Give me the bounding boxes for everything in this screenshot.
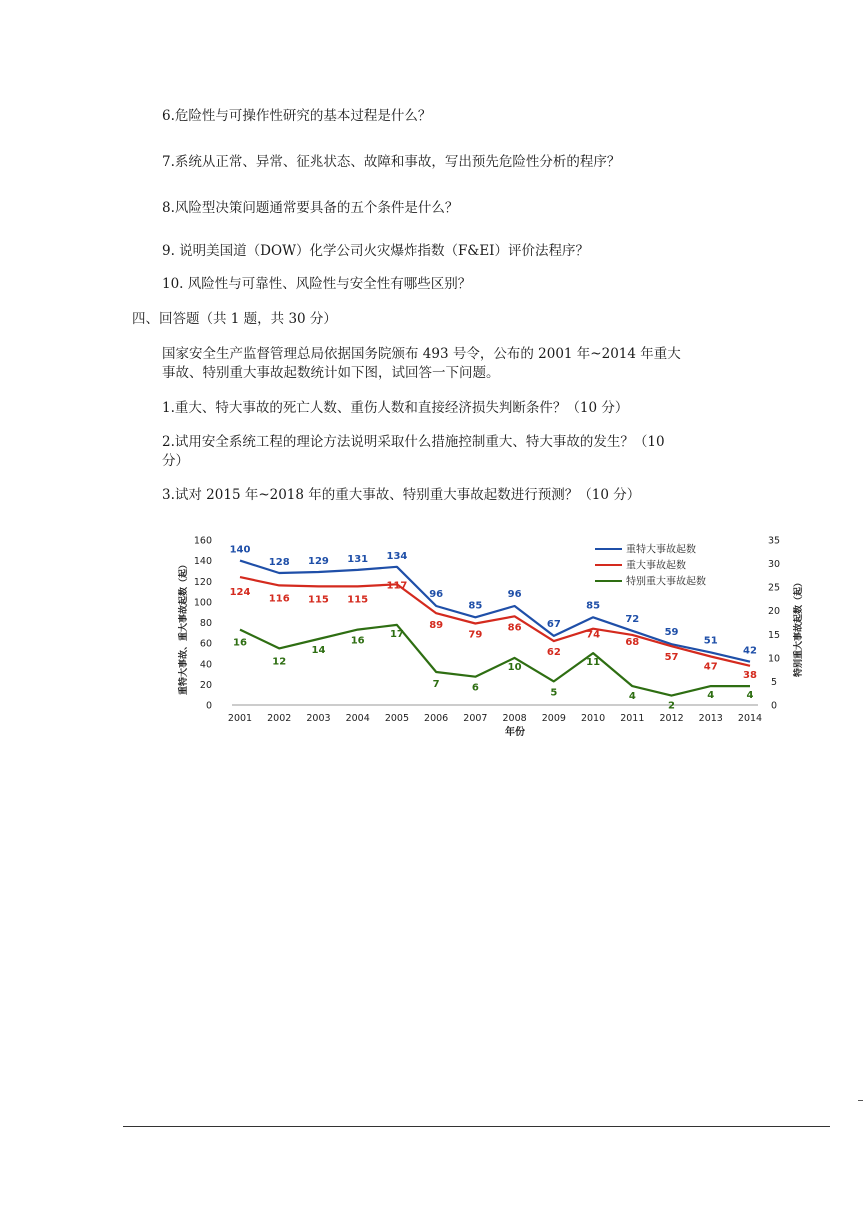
- y-right-tick-label: 30: [767, 559, 781, 571]
- y-left-tick-label: 80: [199, 618, 212, 629]
- y-right-tick-label: 0: [770, 700, 778, 712]
- x-tick-label: 2006: [424, 713, 449, 724]
- data-label-series-2: 124: [229, 587, 251, 599]
- data-label-series-1: 134: [386, 550, 408, 562]
- x-axis-title: 年份: [505, 727, 525, 738]
- x-tick-label: 2003: [306, 713, 331, 724]
- data-label-series-3: 10: [507, 661, 522, 673]
- y-left-tick-label: 100: [193, 597, 212, 609]
- section-intro-line-1: 国家安全生产监督管理总局依据国务院颁布 493 号令，公布的 2001 年~2014 年重大: [162, 346, 681, 362]
- data-label-series-2: 79: [468, 629, 483, 641]
- data-label-series-3: 7: [432, 679, 440, 690]
- y-left-tick-label: 0: [205, 700, 212, 712]
- legend-label-3: 特别重大事故起数: [626, 576, 706, 588]
- question-7: 7.系统从正常、异常、征兆状态、故障和事故，写出预先危险性分析的程序？: [162, 154, 621, 170]
- y-right-tick-label: 20: [767, 606, 781, 618]
- x-tick-label: 2008: [502, 713, 527, 724]
- question-8: 8.风险型决策问题通常要具备的五个条件是什么？: [162, 200, 459, 216]
- data-label-series-1: 85: [586, 600, 601, 612]
- x-tick-label: 2001: [227, 713, 253, 724]
- data-label-series-1: 96: [429, 589, 444, 600]
- x-tick-label: 2010: [580, 713, 606, 724]
- data-label-series-1: 128: [268, 557, 290, 568]
- y-right-tick-label: 35: [767, 535, 781, 547]
- data-label-series-1: 67: [546, 618, 561, 630]
- data-label-series-3: 2: [668, 700, 676, 712]
- data-label-series-3: 6: [471, 682, 479, 694]
- data-label-series-2: 62: [546, 647, 561, 659]
- x-tick-label: 2005: [384, 713, 410, 724]
- data-label-series-3: 17: [389, 628, 404, 640]
- data-label-series-2: 89: [429, 620, 444, 632]
- section-intro-line-2: 事故、特别重大事故起数统计如下图，试回答一下问题。: [162, 365, 500, 381]
- y-left-tick-label: 160: [193, 535, 212, 547]
- accident-count-chart: [170, 530, 820, 745]
- x-tick-label: 2013: [698, 713, 723, 724]
- x-tick-label: 2011: [620, 713, 645, 724]
- data-label-series-2: 117: [386, 580, 408, 592]
- x-tick-label: 2002: [267, 713, 292, 724]
- footer-rule: [123, 1126, 830, 1127]
- question-9: 9. 说明美国道（DOW）化学公司火灾爆炸指数（F&EI）评价法程序？: [162, 243, 590, 259]
- data-label-series-2: 115: [347, 594, 369, 606]
- y-right-tick-label: 10: [767, 653, 781, 665]
- legend-label-2: 重大事故起数: [626, 560, 686, 572]
- y-left-tick-label: 40: [199, 659, 212, 671]
- data-label-series-2: 115: [308, 594, 329, 606]
- x-tick-label: 2014: [737, 713, 763, 724]
- y-left-tick-label: 20: [199, 679, 212, 691]
- data-label-series-1: 129: [308, 555, 329, 567]
- sub-question-1: 1.重大、特大事故的死亡人数、重伤人数和直接经济损失判断条件？（10 分）: [162, 400, 629, 416]
- sub-question-3: 3.试对 2015 年~2018 年的重大事故、特别重大事故起数进行预测？（10 分）: [162, 487, 641, 503]
- data-label-series-2: 116: [268, 593, 290, 605]
- data-label-series-2: 47: [703, 661, 718, 673]
- y-right-tick-label: 5: [770, 676, 778, 688]
- data-label-series-1: 42: [743, 645, 757, 657]
- x-tick-label: 2004: [345, 713, 370, 724]
- y-left-tick-label: 60: [199, 638, 212, 650]
- section-heading: 四、回答题（共 1 题，共 30 分）: [132, 311, 337, 327]
- data-label-series-3: 4: [628, 691, 636, 703]
- y-right-tick-label: 25: [767, 582, 781, 594]
- data-label-series-3: 4: [746, 690, 754, 702]
- data-label-series-2: 38: [743, 669, 757, 681]
- data-label-series-3: 14: [311, 645, 326, 656]
- data-label-series-3: 12: [272, 656, 287, 668]
- data-label-series-1: 59: [664, 627, 679, 639]
- sub-question-2-line-1: 2.试用安全系统工程的理论方法说明采取什么措施控制重大、特大事故的发生？（10: [162, 434, 665, 450]
- data-label-series-1: 51: [703, 635, 718, 647]
- data-label-series-1: 140: [229, 544, 251, 556]
- x-tick-label: 2007: [463, 713, 488, 724]
- data-label-series-3: 16: [350, 635, 365, 647]
- data-label-series-2: 74: [586, 629, 601, 641]
- edge-mark: [858, 1100, 863, 1101]
- data-label-series-3: 4: [707, 690, 715, 702]
- x-tick-label: 2009: [541, 713, 566, 724]
- y-right-axis-title: 特别重大事故起数（起）: [794, 577, 804, 678]
- data-label-series-1: 85: [468, 600, 483, 612]
- data-label-series-2: 86: [507, 622, 522, 634]
- y-left-axis-title: 重特大事故、重大事故起数（起）: [179, 559, 189, 696]
- data-label-series-1: 131: [347, 553, 369, 565]
- sub-question-2-line-2: 分）: [162, 453, 189, 469]
- data-label-series-3: 11: [586, 657, 601, 669]
- data-label-series-3: 5: [550, 687, 558, 699]
- data-label-series-2: 68: [625, 636, 640, 648]
- data-label-series-2: 57: [664, 652, 679, 664]
- y-right-tick-label: 15: [767, 629, 781, 641]
- data-label-series-1: 72: [625, 613, 640, 625]
- data-label-series-1: 96: [507, 589, 522, 600]
- legend-label-1: 重特大事故起数: [626, 544, 696, 556]
- question-6: 6.危险性与可操作性研究的基本过程是什么？: [162, 108, 432, 124]
- question-10: 10. 风险性与可靠性、风险性与安全性有哪些区别？: [162, 276, 472, 292]
- y-left-tick-label: 120: [193, 576, 212, 588]
- x-tick-label: 2012: [659, 713, 684, 724]
- data-label-series-3: 16: [233, 637, 247, 649]
- y-left-tick-label: 140: [193, 556, 212, 568]
